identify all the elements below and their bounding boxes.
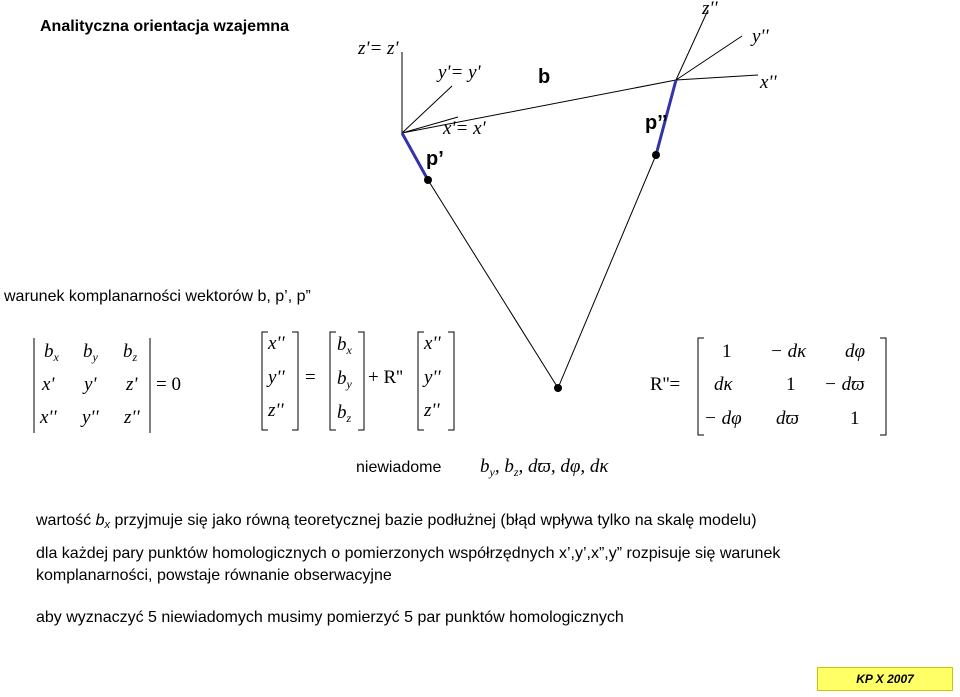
R-label: R''= (650, 374, 681, 395)
condition-text: warunek komplanarności wektorów b, p’, p” (4, 288, 311, 305)
text-line-3: komplanarności, powstaje równanie obserwacyjne (36, 567, 392, 584)
object-point (554, 384, 562, 392)
x2-axis (676, 75, 758, 80)
det-cell-1-1: y' (84, 374, 97, 395)
text-line-4: aby wyznaczyć 5 niewiadomych musimy pomierzyć 5 par punktów homologicznych (36, 609, 624, 626)
unknowns-label: niewiadome (356, 459, 442, 476)
R-cell-0-2: dφ (845, 341, 866, 362)
det-cell-0-0: $b_x$ (44, 341, 59, 364)
vec-equals: = (305, 367, 316, 388)
label-p1: p’ (426, 148, 444, 170)
vec-b-2: $b_z$ (337, 402, 352, 425)
label-z1: z'= z' (358, 38, 399, 59)
bracket-lhs-right (292, 332, 298, 430)
R-cell-1-1: 1 (786, 374, 796, 395)
label-x1: x'= x' (443, 118, 486, 139)
text-line-2: dla każdej pary punktów homologicznych o pomierzonych współrzędnych x’,y’,x”,y” rozpisuje się warunek (36, 545, 781, 562)
det-cell-2-2: z'' (124, 407, 140, 428)
label-y1: y'= y' (438, 62, 481, 83)
R-cell-0-1: − dκ (770, 341, 807, 362)
label-x2: x'' (760, 72, 777, 93)
page-title: Analityczna orientacja wzajemna (40, 18, 289, 35)
unknowns-formula: $b_y$, $b_z$, dϖ, dφ, dκ (480, 456, 609, 479)
det-cell-2-0: x'' (40, 407, 57, 428)
bracket-rhs-right (448, 332, 454, 430)
footer-badge: KP X 2007 (817, 667, 953, 691)
R-cell-1-2: − dϖ (824, 374, 865, 395)
R-cell-1-0: dκ (714, 374, 733, 395)
label-z2: z'' (702, 0, 718, 19)
R-cell-2-1: dϖ (776, 408, 799, 429)
image-point-p1 (424, 176, 432, 184)
vec-rhs-0: x'' (424, 333, 441, 354)
label-b: b (538, 66, 551, 88)
bracket-R-right (880, 338, 886, 435)
det-cell-0-2: $b_z$ (123, 341, 138, 364)
R-cell-0-0: 1 (722, 341, 732, 362)
det-cell-0-1: $b_y$ (83, 341, 98, 364)
vec-rhs-1: y'' (424, 367, 441, 388)
bracket-b-right (358, 332, 364, 430)
det-cell-1-2: z' (126, 374, 138, 395)
label-y2: y'' (752, 26, 769, 47)
vec-lhs-2: z'' (268, 400, 284, 421)
vec-plus-R: + R'' (368, 367, 403, 388)
label-p2: p’’ (645, 112, 668, 134)
det-cell-2-1: y'' (82, 407, 99, 428)
projection-line-right (558, 155, 656, 388)
vec-b-0: $b_x$ (337, 334, 352, 357)
text-line-1: wartość bx przyjmuje się jako równą teoretycznej bazie podłużnej (błąd wpływa tylko na skalę modelu) (36, 512, 757, 531)
bracket-b-left (330, 332, 336, 430)
projection-line-left (428, 180, 558, 388)
det-equals-zero: = 0 (156, 374, 181, 395)
R-cell-2-2: 1 (850, 408, 860, 429)
vec-rhs-2: z'' (424, 400, 440, 421)
R-cell-2-0: − dφ (704, 408, 742, 429)
vec-b-1: $b_y$ (337, 368, 352, 391)
image-point-p2 (652, 151, 660, 159)
det-cell-1-0: x' (42, 374, 55, 395)
vec-lhs-0: x'' (268, 333, 285, 354)
ray-p1 (402, 133, 428, 180)
vec-lhs-1: y'' (268, 367, 285, 388)
